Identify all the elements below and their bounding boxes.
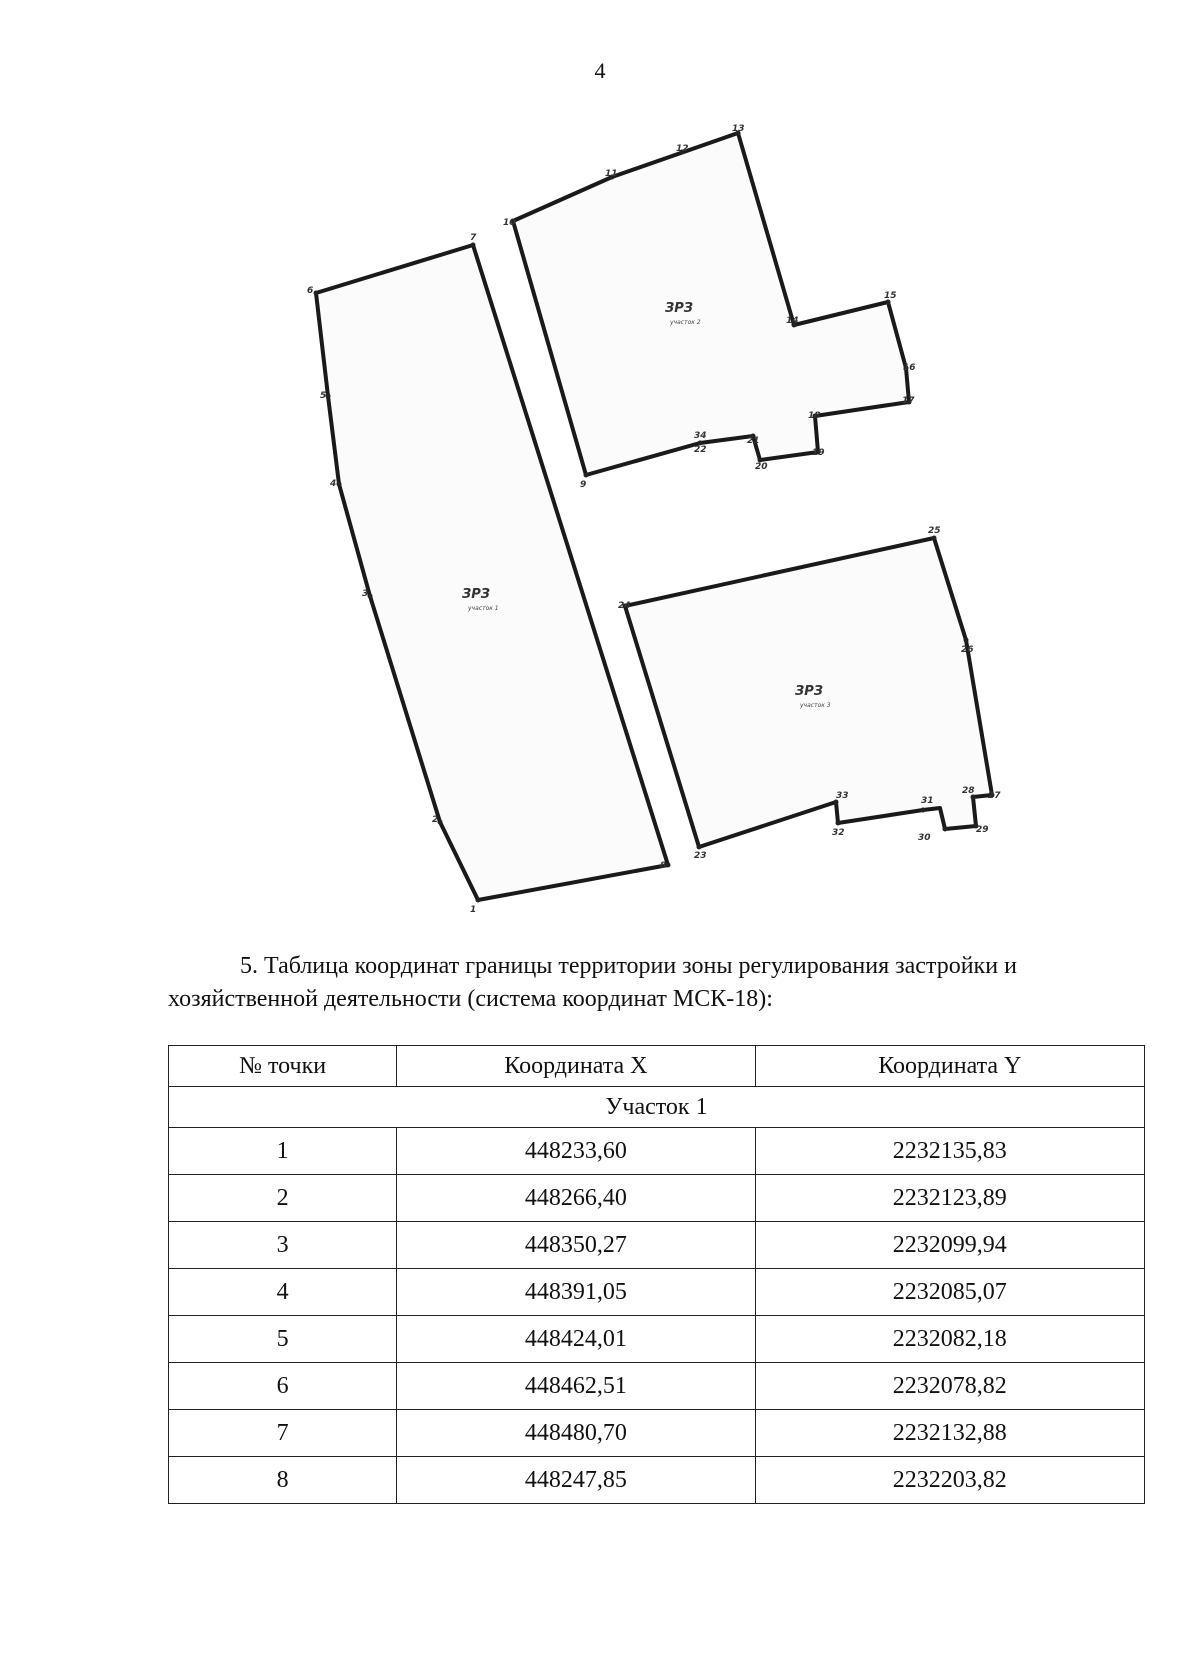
table-row [169,1410,1145,1457]
table-header-row [169,1046,1145,1087]
point-label-4: 4 [330,479,337,489]
point-label-22: 22 [694,445,707,455]
svg-text:ЗРЗ: ЗРЗ [462,587,490,602]
svg-text:участок 3: участок 3 [800,702,831,709]
point-label-20: 20 [755,462,768,472]
point-label-23: 23 [694,851,707,861]
coordinate-y: 2232078,82 [755,1363,1144,1410]
svg-text:участок 1: участок 1 [468,605,499,612]
point-label-5: 5 [320,391,327,401]
point-label-13: 13 [732,124,745,134]
point-number: 3 [169,1222,397,1269]
point-label-8: 8 [660,861,667,871]
header-coordinate-x: Координата X [397,1046,755,1087]
table-row [169,1128,1145,1175]
coordinate-x: 448391,05 [397,1269,755,1316]
header-point-number: № точки [169,1046,397,1087]
coordinate-x: 448462,51 [397,1363,755,1410]
point-number: 6 [169,1363,397,1410]
point-label-19: 19 [812,448,825,458]
point-label-6: 6 [307,286,314,296]
point-number: 8 [169,1457,397,1504]
point-label-24: 24 [618,601,631,611]
point-label-28: 28 [962,786,975,796]
table-row [169,1363,1145,1410]
coordinate-x: 448266,40 [397,1175,755,1222]
plot-title: Участок 1 [169,1087,1145,1128]
coordinate-y: 2232085,07 [755,1269,1144,1316]
page-number: 4 [594,58,606,83]
coordinate-y: 2232203,82 [755,1457,1144,1504]
coordinate-y: 2232123,89 [755,1175,1144,1222]
point-label-21: 21 [747,436,760,446]
point-label-30: 30 [918,833,931,843]
point-label-11: 11 [605,169,618,179]
point-label-12: 12 [676,144,689,154]
point-label-18: 18 [808,411,821,421]
table-row [169,1457,1145,1504]
coordinate-y: 2232135,83 [755,1128,1144,1175]
point-label-25: 25 [928,526,941,536]
point-label-10: 10 [503,218,516,228]
point-number: 4 [169,1269,397,1316]
coordinate-x: 448424,01 [397,1316,755,1363]
point-label-15: 15 [884,291,897,301]
point-label-34: 34 [694,431,707,441]
point-label-14: 14 [786,316,799,326]
point-label-17: 17 [902,396,915,406]
table-row [169,1222,1145,1269]
coordinate-x: 448233,60 [397,1128,755,1175]
point-label-7: 7 [470,233,477,243]
coordinate-y: 2232082,18 [755,1316,1144,1363]
point-label-3: 3 [362,589,369,599]
header-coordinate-y: Координата Y [755,1046,1144,1087]
table-row [169,1175,1145,1222]
point-number: 2 [169,1175,397,1222]
coordinates-table [168,1045,1145,1504]
svg-text:ЗРЗ: ЗРЗ [795,684,823,699]
coordinate-y: 2232099,94 [755,1222,1144,1269]
point-label-33: 33 [836,791,849,801]
point-number: 1 [169,1128,397,1175]
svg-text:участок 2: участок 2 [670,319,701,326]
point-label-2: 2 [432,815,439,825]
zone-2-boundary [513,133,909,475]
table-row [169,1316,1145,1363]
coordinate-y: 2232132,88 [755,1410,1144,1457]
section-heading: 5. Таблица координат границы территории зоны регулирования застройки и хозяйственной деятельности (система координат МСК-18): [168,953,1017,1012]
point-label-26: 26 [961,645,974,655]
table-row [169,1269,1145,1316]
plot-title-row [169,1087,1145,1128]
coordinate-x: 448247,85 [397,1457,755,1504]
point-label-31: 31 [921,796,934,806]
point-number: 7 [169,1410,397,1457]
point-label-9: 9 [580,480,587,490]
point-number: 5 [169,1316,397,1363]
point-label-16: 16 [903,363,916,373]
svg-text:ЗРЗ: ЗРЗ [665,301,693,316]
point-label-27: 27 [988,791,1001,801]
point-label-1: 1 [470,905,477,915]
point-label-29: 29 [976,825,989,835]
coordinate-x: 448480,70 [397,1410,755,1457]
coordinate-x: 448350,27 [397,1222,755,1269]
point-label-32: 32 [832,828,845,838]
